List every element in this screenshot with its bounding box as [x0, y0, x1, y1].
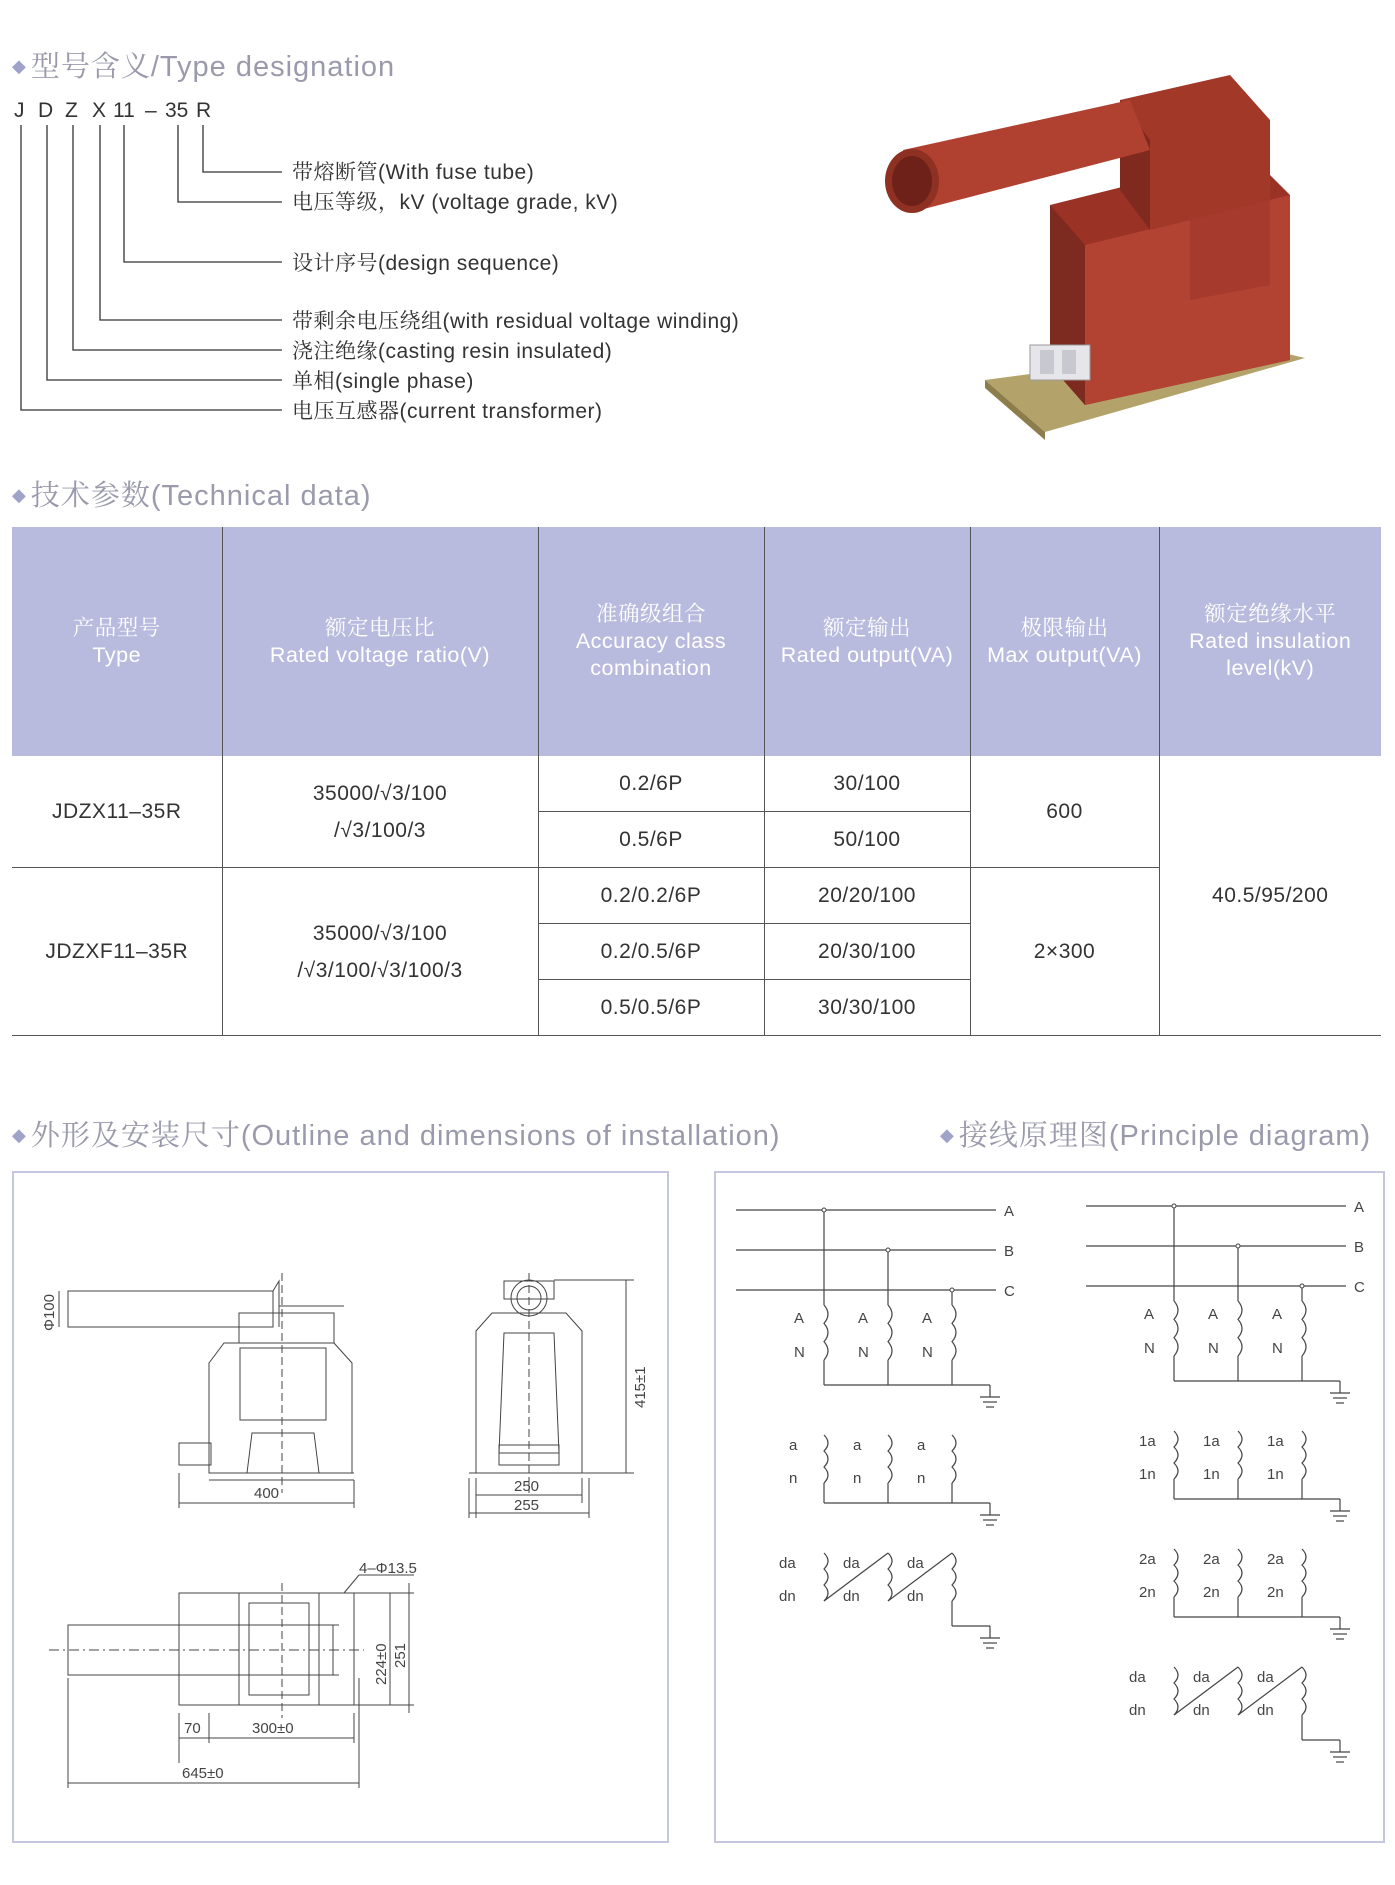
secondary-label-n: n — [853, 1470, 862, 1487]
bus-label: C — [1354, 1279, 1365, 1296]
junction-dot — [950, 1288, 954, 1292]
primary-label-a: A — [922, 1310, 933, 1327]
output-cell: 30/100 — [764, 756, 970, 812]
secondary-winding — [1174, 1549, 1178, 1597]
primary-winding — [1302, 1301, 1306, 1356]
secondary-label-a: a — [917, 1437, 926, 1454]
output-cell: 30/30/100 — [764, 980, 970, 1036]
dim-255: 255 — [514, 1497, 540, 1514]
table-row — [12, 756, 1381, 812]
secondary-label-a: 1a — [1203, 1433, 1220, 1450]
output-cell: 20/20/100 — [764, 868, 970, 924]
secondary-winding — [1174, 1667, 1178, 1715]
secondary-winding — [1302, 1431, 1306, 1479]
header-rated-output: 额定输出 Rated output(VA) — [764, 527, 970, 756]
accuracy-cell: 0.5/6P — [538, 812, 764, 868]
primary-winding — [888, 1305, 892, 1360]
code-letter-x: X — [92, 99, 107, 122]
dim-phi100: Φ100 — [41, 1294, 58, 1331]
secondary-winding — [824, 1553, 828, 1601]
primary-label-a: A — [858, 1310, 869, 1327]
code-letter-z: Z — [65, 99, 78, 122]
secondary-label-a: a — [789, 1437, 798, 1454]
primary-label-n: N — [1144, 1340, 1155, 1357]
dim-645: 645±0 — [182, 1765, 224, 1782]
ratio-cell: 35000/√3/100 /√3/100/3 — [222, 756, 538, 868]
secondary-label-n: n — [789, 1470, 798, 1487]
max-output-cell: 600 — [970, 756, 1159, 868]
bus-label: A — [1354, 1199, 1365, 1216]
junction-dot — [1236, 1244, 1240, 1248]
code-number-35: 35 — [165, 99, 189, 122]
outline-drawing — [14, 1173, 667, 1841]
code-number-11: 11 — [113, 99, 135, 122]
insulation-cell: 40.5/95/200 — [1159, 756, 1381, 1036]
accuracy-cell: 0.2/0.5/6P — [538, 924, 764, 980]
designation-item-phase: 单相(single phase) — [292, 370, 474, 393]
primary-label-n: N — [794, 1344, 805, 1361]
table-header-row — [12, 527, 1381, 756]
designation-diagram — [0, 85, 820, 435]
primary-winding — [1238, 1301, 1242, 1356]
secondary-label-a: a — [853, 1437, 862, 1454]
secondary-winding — [952, 1435, 956, 1483]
secondary-label-n: 2n — [1203, 1584, 1220, 1601]
primary-winding — [824, 1305, 828, 1360]
primary-label-a: A — [1144, 1306, 1155, 1323]
primary-label-a: A — [1208, 1306, 1219, 1323]
output-cell: 50/100 — [764, 812, 970, 868]
secondary-label-a: 1a — [1267, 1433, 1284, 1450]
outline-title: ◆ 外形及安装尺寸(Outline and dimensions of installation) — [12, 1120, 781, 1152]
dim-400: 400 — [254, 1485, 280, 1502]
principle-title: ◆ 接线原理图(Principle diagram) — [940, 1120, 1372, 1152]
dim-holes: 4–Φ13.5 — [359, 1560, 417, 1577]
max-output-cell: 2×300 — [970, 868, 1159, 1036]
dim-70: 70 — [184, 1720, 201, 1737]
bus-label: B — [1354, 1239, 1365, 1256]
bus-label: A — [1004, 1203, 1015, 1220]
secondary-winding — [1174, 1431, 1178, 1479]
secondary-winding — [1238, 1431, 1242, 1479]
primary-label-a: A — [1272, 1306, 1283, 1323]
secondary-winding — [1302, 1549, 1306, 1597]
primary-label-a: A — [794, 1310, 805, 1327]
secondary-winding — [888, 1435, 892, 1483]
secondary-winding — [824, 1435, 828, 1483]
code-letter-r: R — [196, 99, 212, 122]
secondary-label-a: 2a — [1203, 1551, 1220, 1568]
bus-label: C — [1004, 1283, 1015, 1300]
primary-winding — [1174, 1301, 1178, 1356]
header-accuracy: 准确级组合 Accuracy class combination — [538, 527, 764, 756]
accuracy-cell: 0.2/6P — [538, 756, 764, 812]
secondary-winding — [888, 1553, 892, 1601]
secondary-winding — [952, 1553, 956, 1601]
primary-winding — [952, 1305, 956, 1360]
header-insulation: 额定绝缘水平 Rated insulation level(kV) — [1159, 527, 1381, 756]
secondary-label-a: 2a — [1267, 1551, 1284, 1568]
secondary-label-a: da — [1257, 1669, 1274, 1686]
designation-item-voltage: 电压等级，kV (voltage grade, kV) — [292, 191, 619, 214]
bullet-icon: ◆ — [12, 56, 27, 76]
code-letter-d: D — [38, 99, 54, 122]
technical-title: ◆ 技术参数(Technical data) — [12, 480, 372, 512]
header-type: 产品型号 Type — [12, 527, 222, 756]
secondary-label-a: 2a — [1139, 1551, 1156, 1568]
bullet-icon: ◆ — [12, 1125, 27, 1145]
designation-title: ◆ 型号含义/Type designation — [12, 51, 396, 83]
secondary-label-n: dn — [1257, 1702, 1274, 1719]
code-dash: – — [145, 99, 157, 122]
code-letter-j: J — [14, 99, 25, 122]
secondary-label-a: da — [1129, 1669, 1146, 1686]
secondary-label-n: 2n — [1139, 1584, 1156, 1601]
principle-diagram — [716, 1173, 1383, 1841]
outline-drawing-panel — [12, 1171, 669, 1843]
header-ratio: 额定电压比 Rated voltage ratio(V) — [222, 527, 538, 756]
dim-250: 250 — [514, 1478, 540, 1495]
secondary-label-n: 1n — [1267, 1466, 1284, 1483]
secondary-label-a: da — [779, 1555, 796, 1572]
secondary-winding — [1238, 1667, 1242, 1715]
primary-label-n: N — [858, 1344, 869, 1361]
ratio-cell: 35000/√3/100 /√3/100/√3/100/3 — [222, 868, 538, 1036]
product-photo — [870, 60, 1320, 450]
primary-label-n: N — [1272, 1340, 1283, 1357]
primary-label-n: N — [922, 1344, 933, 1361]
designation-item-sequence: 设计序号(design sequence) — [292, 252, 560, 275]
type-cell: JDZX11–35R — [12, 756, 222, 868]
secondary-label-n: 2n — [1267, 1584, 1284, 1601]
secondary-label-n: n — [917, 1470, 926, 1487]
principle-diagram-panel — [714, 1171, 1385, 1843]
designation-item-residual: 带剩余电压绕组(with residual voltage winding) — [292, 310, 740, 333]
secondary-winding — [1238, 1549, 1242, 1597]
header-max-output: 极限输出 Max output(VA) — [970, 527, 1159, 756]
primary-label-n: N — [1208, 1340, 1219, 1357]
junction-dot — [822, 1208, 826, 1212]
secondary-label-a: da — [843, 1555, 860, 1572]
dim-415: 415±1 — [632, 1366, 649, 1408]
accuracy-cell: 0.5/0.5/6P — [538, 980, 764, 1036]
designation-item-transformer: 电压互感器(current transformer) — [292, 400, 603, 423]
junction-dot — [1172, 1204, 1176, 1208]
bullet-icon: ◆ — [940, 1125, 955, 1145]
dim-251: 251 — [392, 1642, 409, 1668]
bus-label: B — [1004, 1243, 1015, 1260]
secondary-winding — [1302, 1667, 1306, 1715]
secondary-label-a: 1a — [1139, 1433, 1156, 1450]
junction-dot — [1300, 1284, 1304, 1288]
secondary-label-n: dn — [843, 1588, 860, 1605]
secondary-label-n: dn — [779, 1588, 796, 1605]
dim-224: 224±0 — [373, 1643, 390, 1685]
dim-300: 300±0 — [252, 1720, 294, 1737]
secondary-label-a: da — [907, 1555, 924, 1572]
secondary-label-n: 1n — [1203, 1466, 1220, 1483]
bullet-icon: ◆ — [12, 485, 27, 505]
junction-dot — [886, 1248, 890, 1252]
technical-data-table — [12, 527, 1381, 1036]
secondary-label-n: dn — [1129, 1702, 1146, 1719]
secondary-label-a: da — [1193, 1669, 1210, 1686]
secondary-label-n: dn — [907, 1588, 924, 1605]
accuracy-cell: 0.2/0.2/6P — [538, 868, 764, 924]
type-cell: JDZXF11–35R — [12, 868, 222, 1036]
secondary-label-n: dn — [1193, 1702, 1210, 1719]
designation-item-resin: 浇注绝缘(casting resin insulated) — [292, 340, 613, 363]
designation-item-fuse: 带熔断管(With fuse tube) — [292, 161, 535, 184]
secondary-label-n: 1n — [1139, 1466, 1156, 1483]
output-cell: 20/30/100 — [764, 924, 970, 980]
